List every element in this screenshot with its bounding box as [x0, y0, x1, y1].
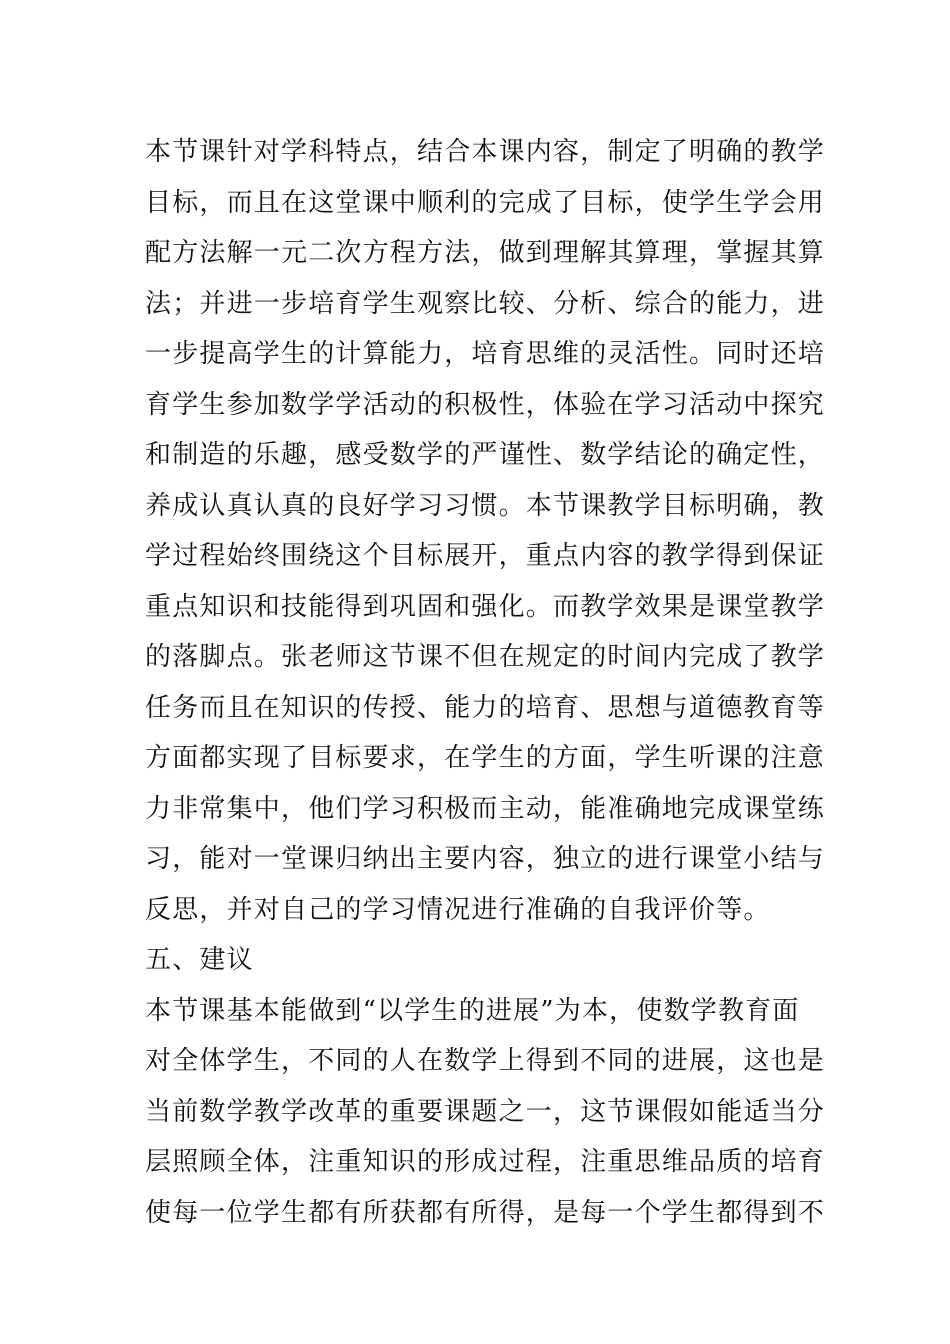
text-line: 层照顾全体，注重知识的形成过程，注重思维品质的培育: [145, 1147, 826, 1177]
text-line: 力非常集中，他们学习积极而主动，能准确地完成课堂练: [145, 793, 826, 824]
text-line: 和制造的乐趣，感受数学的严谨性、数学结论的确定性，: [145, 440, 826, 470]
text-line: 习，能对一堂课归纳出主要内容，独立的进行课堂小结与: [145, 844, 826, 874]
text-line: 本节课基本能做到“以学生的进展”为本，使数学教育面: [145, 995, 800, 1026]
text-line: 养成认真认真的良好学习习惯。本节课教学目标明确，教: [145, 490, 826, 521]
text-line: 对全体学生，不同的人在数学上得到不同的进展，这也是: [145, 1046, 826, 1076]
text-line: 目标，而且在这堂课中顺利的完成了目标，使学生学会用: [145, 187, 826, 218]
text-line: 的落脚点。张老师这节课不但在规定的时间内完成了教学: [145, 642, 826, 672]
text-line: 配方法解一元二次方程方法，做到理解其算理，掌握其算: [145, 238, 826, 268]
text-line: 方面都实现了目标要求，在学生的方面，学生听课的注意: [145, 743, 826, 773]
text-line: 重点知识和技能得到巩固和强化。而教学效果是课堂教学: [145, 591, 826, 622]
text-line: 本节课针对学科特点，结合本课内容，制定了明确的教学: [145, 137, 826, 167]
text-line: 育学生参加数学学活动的积极性，体验在学习活动中探究: [145, 389, 826, 420]
text-line: 反思，并对自己的学习情况进行准确的自我评价等。: [145, 894, 771, 925]
text-line: 法；并进一步培育学生观察比较、分析、综合的能力，进: [145, 288, 826, 319]
text-line: 学过程始终围绕这个目标展开，重点内容的教学得到保证: [145, 541, 826, 571]
text-line: 当前数学教学改革的重要课题之一，这节课假如能适当分: [145, 1096, 826, 1127]
text-line: 任务而且在知识的传授、能力的培育、思想与道德教育等: [145, 692, 826, 723]
text-line: 一步提高学生的计算能力，培育思维的灵活性。同时还培: [145, 339, 826, 369]
body-text: [145, 127, 826, 1238]
section-heading: 五、建议: [145, 945, 254, 975]
text-line: 使每一位学生都有所获都有所得，是每一个学生都得到不: [145, 1197, 826, 1228]
